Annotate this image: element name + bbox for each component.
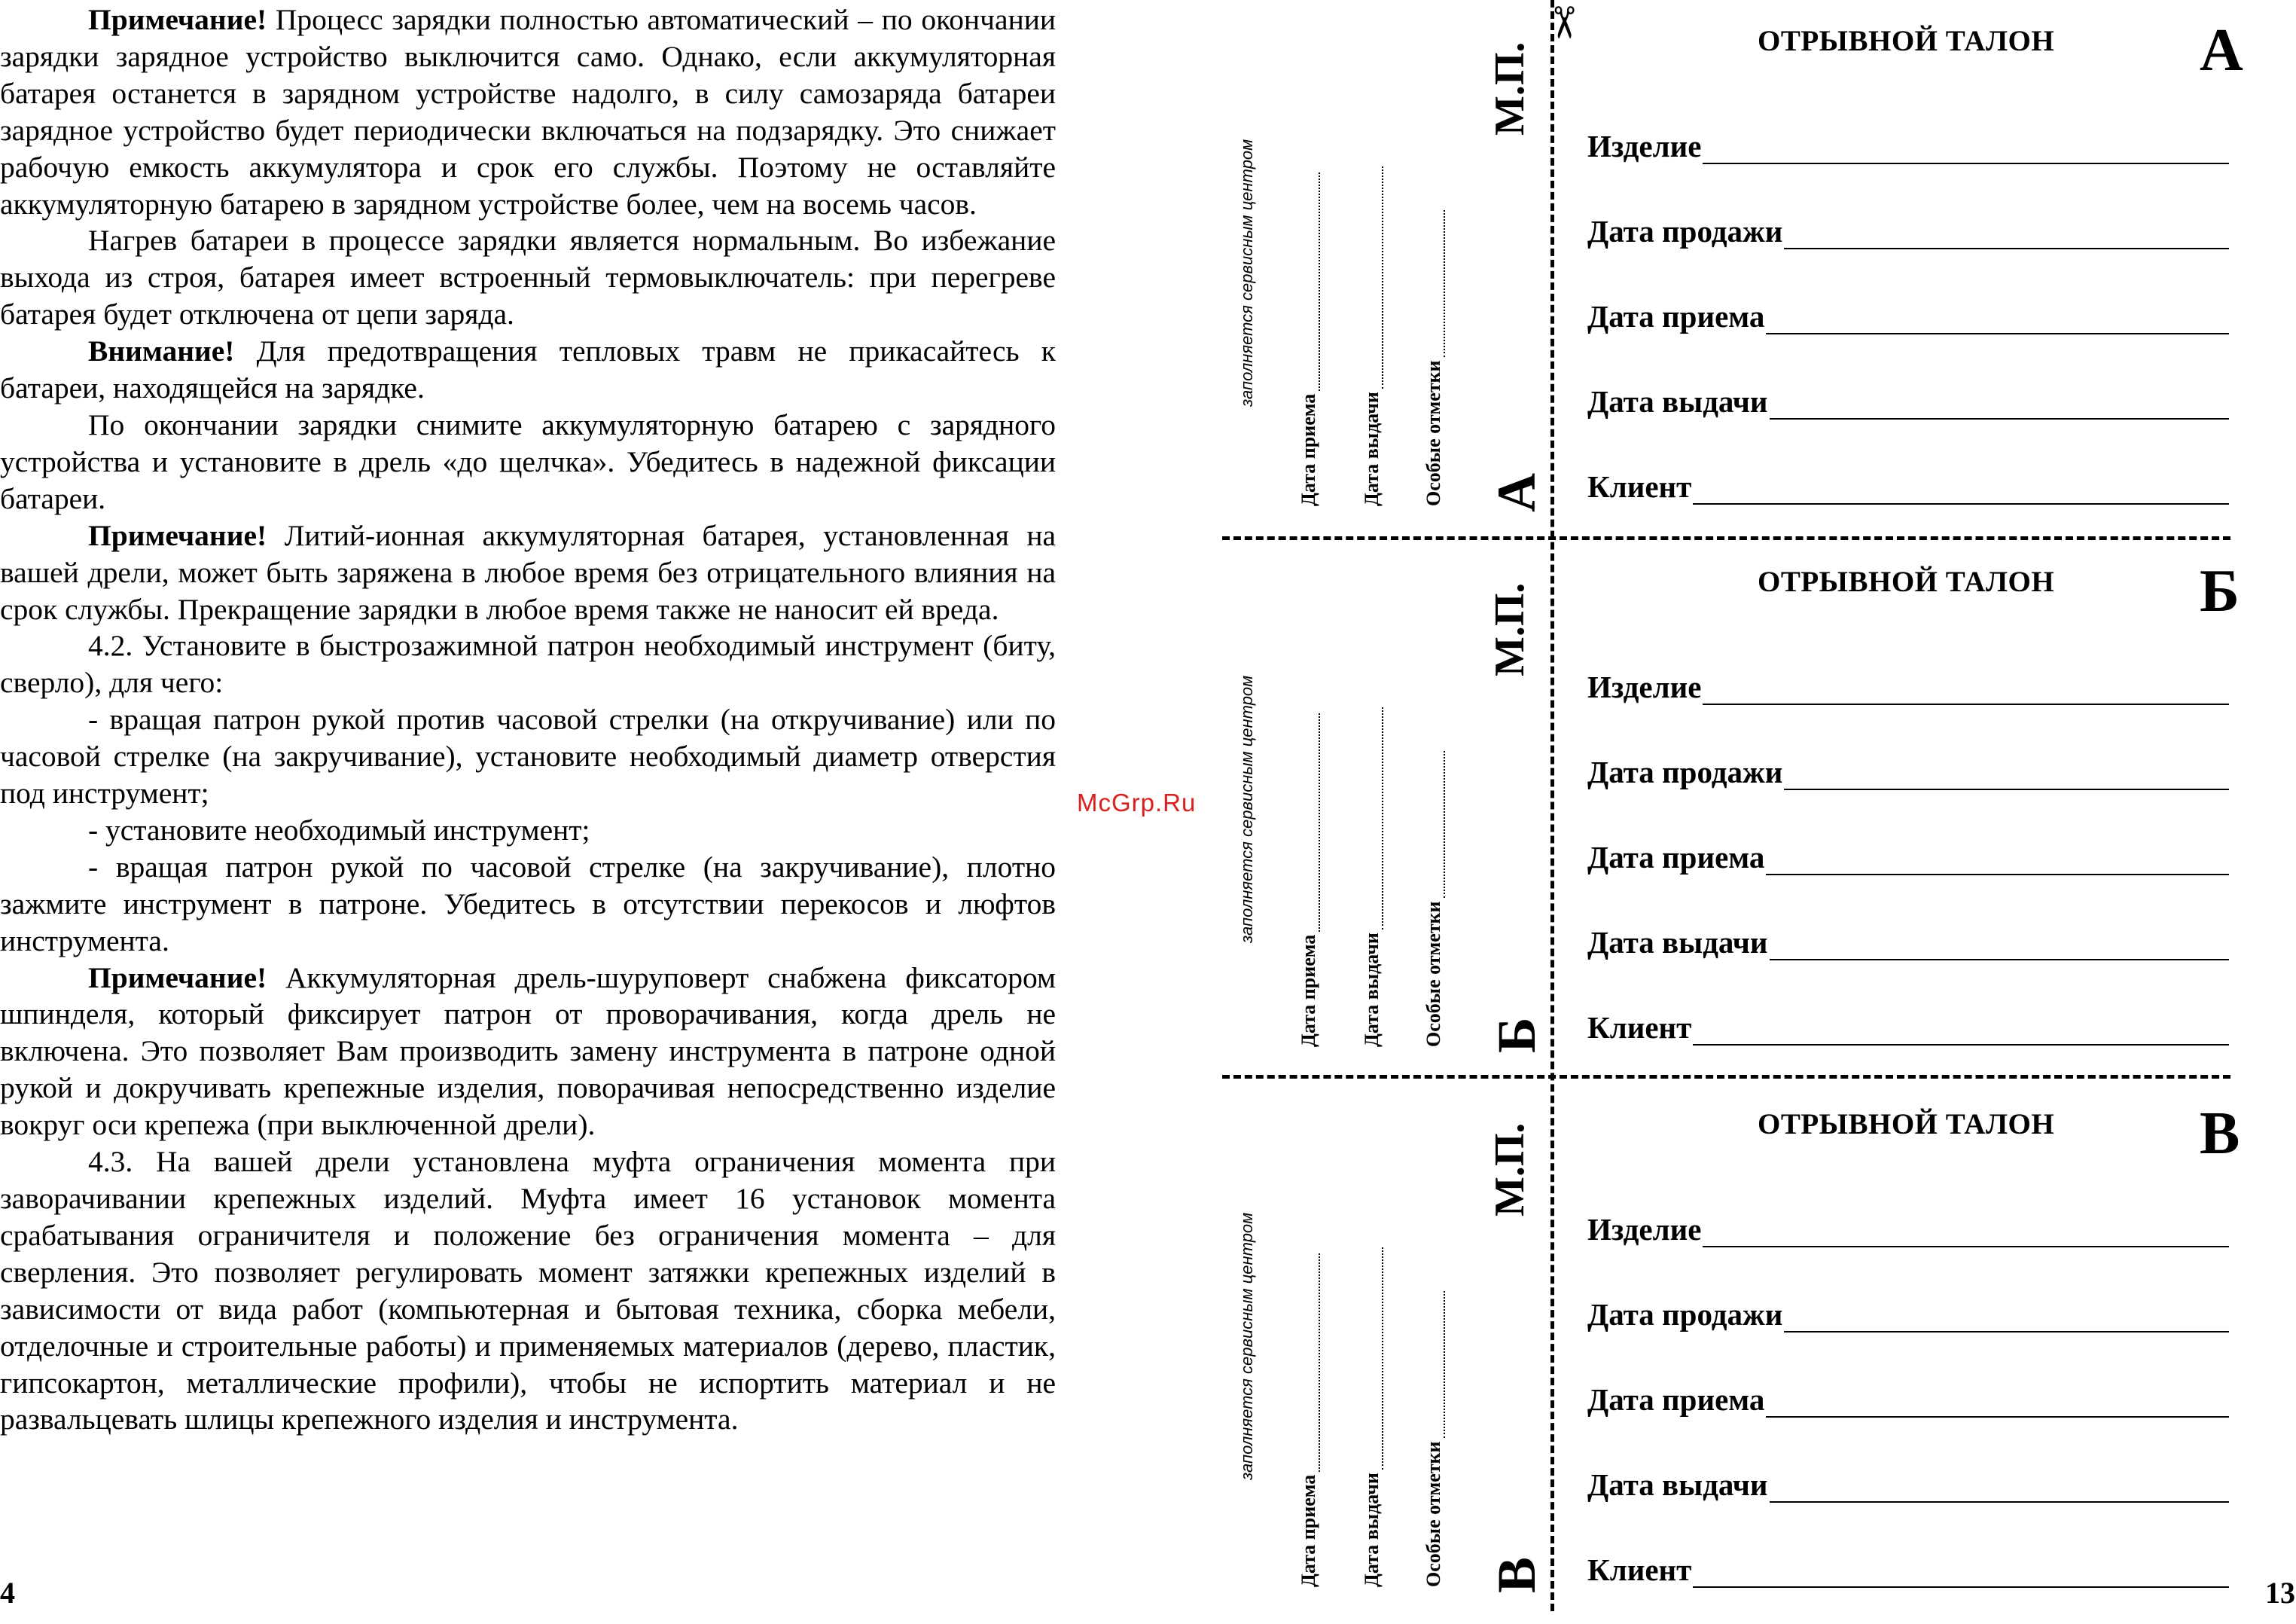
stub-note: заполняется сервисным центром — [1237, 139, 1256, 407]
field-client: Клиент — [1587, 1552, 2229, 1588]
stamp-place: М.П. — [1486, 1122, 1533, 1216]
paragraph: Внимание! Для предотвращения тепловых травм не прикасайтесь к батареи, находящейся на зарядке. — [0, 334, 1056, 405]
coupon-title: ОТРЫВНОЙ ТАЛОН — [1758, 566, 2055, 598]
coupon-letter: В — [2200, 1100, 2240, 1167]
stub-v — [1222, 1081, 1550, 1622]
field-product: Изделие — [1587, 669, 2229, 705]
coupon-letter: Б — [2200, 558, 2240, 624]
stub-field-notes: Особые отметки — [1422, 1291, 1445, 1587]
field-client: Клиент — [1587, 1009, 2229, 1046]
stub-note: заполняется сервисным центром — [1237, 1212, 1256, 1480]
stamp-place: М.П. — [1486, 41, 1533, 136]
coupon-a — [1554, 0, 2247, 541]
field-sale-date: Дата продажи — [1587, 1296, 2229, 1332]
stamp-place: М.П. — [1486, 582, 1533, 676]
stub-note: заполняется сервисным центром — [1237, 675, 1256, 943]
coupon-letter: А — [2200, 17, 2243, 84]
field-received-date: Дата приема — [1587, 298, 2229, 334]
paragraph: Примечание! Литий-ионная аккумуляторная батарея, установленная на вашей дрели, может быть заряжена в любое время без отрицательного влияния на срок службы. Прекращение зарядки в любое время также не наносит ей вреда. — [0, 518, 1056, 626]
field-received-date: Дата приема — [1587, 1381, 2229, 1418]
stub-field-notes: Особые отметки — [1422, 751, 1445, 1047]
field-product: Изделие — [1587, 1211, 2229, 1247]
stub-field-date-issued: Дата выдачи — [1361, 1247, 1383, 1587]
paragraph: - установите необходимый инструмент; — [88, 813, 590, 847]
coupon-v — [1554, 1083, 2247, 1624]
stub-field-date-issued: Дата выдачи — [1361, 707, 1383, 1047]
left-page-body — [0, 2, 1056, 1438]
page-number-left: 4 — [0, 1576, 15, 1610]
field-product: Изделие — [1587, 128, 2229, 164]
stub-field-date-issued: Дата выдачи — [1361, 166, 1383, 506]
scissors-icon: ✂ — [1538, 4, 1590, 41]
field-sale-date: Дата продажи — [1587, 754, 2229, 790]
field-issued-date: Дата выдачи — [1587, 383, 2229, 420]
paragraph: Примечание! Процесс зарядки полностью автоматический – по окончании зарядки зарядное устройство выключится само. Однако, если аккумуляторная батарея останется в зарядном устройстве надолго, в силу самозаряда батареи зарядное устройство будет периодически включаться на подзарядку. Это снижает рабочую емкость аккумулятора и срок его службы. Поэтому не оставляйте аккумуляторную батарею в зарядном устройстве более, чем на восемь часов. — [0, 3, 1056, 221]
paragraph: Примечание! Аккумуляторная дрель-шуруповерт снабжена фиксатором шпинделя, который фиксирует патрон от проворачивания, когда дрель не включена. Это позволяет Вам производить замену инструмента в патроне одной рукой и докручивать крепежные изделия, поворачивая непосредственно изделие вокруг оси крепежа (при выключенной дрели). — [0, 960, 1056, 1142]
stub-letter: А — [1486, 473, 1547, 512]
stub-field-date-received: Дата приема — [1297, 1253, 1320, 1587]
coupon-b — [1554, 541, 2247, 1082]
field-issued-date: Дата выдачи — [1587, 924, 2229, 960]
watermark: McGrp.Ru — [1077, 789, 1197, 817]
stub-field-notes: Особые отметки — [1422, 210, 1445, 506]
paragraph: - вращая патрон рукой против часовой стрелки (на откручивание) или по часовой стрелке (на закручивание), установите необходимый диаметр отверстия под инструмент; — [0, 703, 1056, 810]
paragraph: - вращая патрон рукой по часовой стрелке (на закручивание), плотно зажмите инструмент в патроне. Убедитесь в отсутствии перекосов и люфтов инструмента. — [0, 850, 1056, 957]
field-received-date: Дата приема — [1587, 839, 2229, 875]
field-client: Клиент — [1587, 469, 2229, 505]
paragraph: 4.3. На вашей дрели установлена муфта ограничения момента при заворачивании крепежных изделий. Муфта имеет 16 установок момента срабатывания ограничителя и положение без ограничения момента – для сверления. Это позволяет регулировать момент затяжки крепежных изделий в зависимости от вида работ (компьютерная и бытовая техника, сборка мебели, отделочные и строительные работы) и применяемых материалов (дерево, пластик, гипсокартон, металлические профили), чтобы не испортить материал и не развальцевать шлицы крепежного изделия и инструмента. — [0, 1145, 1056, 1436]
page-number-right: 13 — [2265, 1576, 2295, 1610]
stub-a — [1222, 0, 1550, 541]
field-issued-date: Дата выдачи — [1587, 1467, 2229, 1503]
coupon-title: ОТРЫВНОЙ ТАЛОН — [1758, 1108, 2055, 1140]
coupon-title: ОТРЫВНОЙ ТАЛОН — [1758, 25, 2055, 57]
paragraph: Нагрев батареи в процессе зарядки является нормальным. Во избежание выхода из строя, батарея имеет встроенный термовыключатель: при перегреве батарея будет отключена от цепи заряда. — [0, 224, 1056, 331]
stub-field-date-received: Дата приема — [1297, 713, 1320, 1047]
stub-letter: Б — [1486, 1017, 1547, 1053]
stub-letter: В — [1486, 1556, 1547, 1593]
stub-field-date-received: Дата приема — [1297, 172, 1320, 506]
paragraph: По окончании зарядки снимите аккумуляторную батарею с зарядного устройства и установите в дрель «до щелчка». Убедитесь в надежной фиксации батареи. — [0, 408, 1056, 515]
stub-b — [1222, 541, 1550, 1082]
field-sale-date: Дата продажи — [1587, 213, 2229, 249]
paragraph: 4.2. Установите в быстрозажимной патрон необходимый инструмент (биту, сверло), для чего: — [0, 629, 1056, 700]
